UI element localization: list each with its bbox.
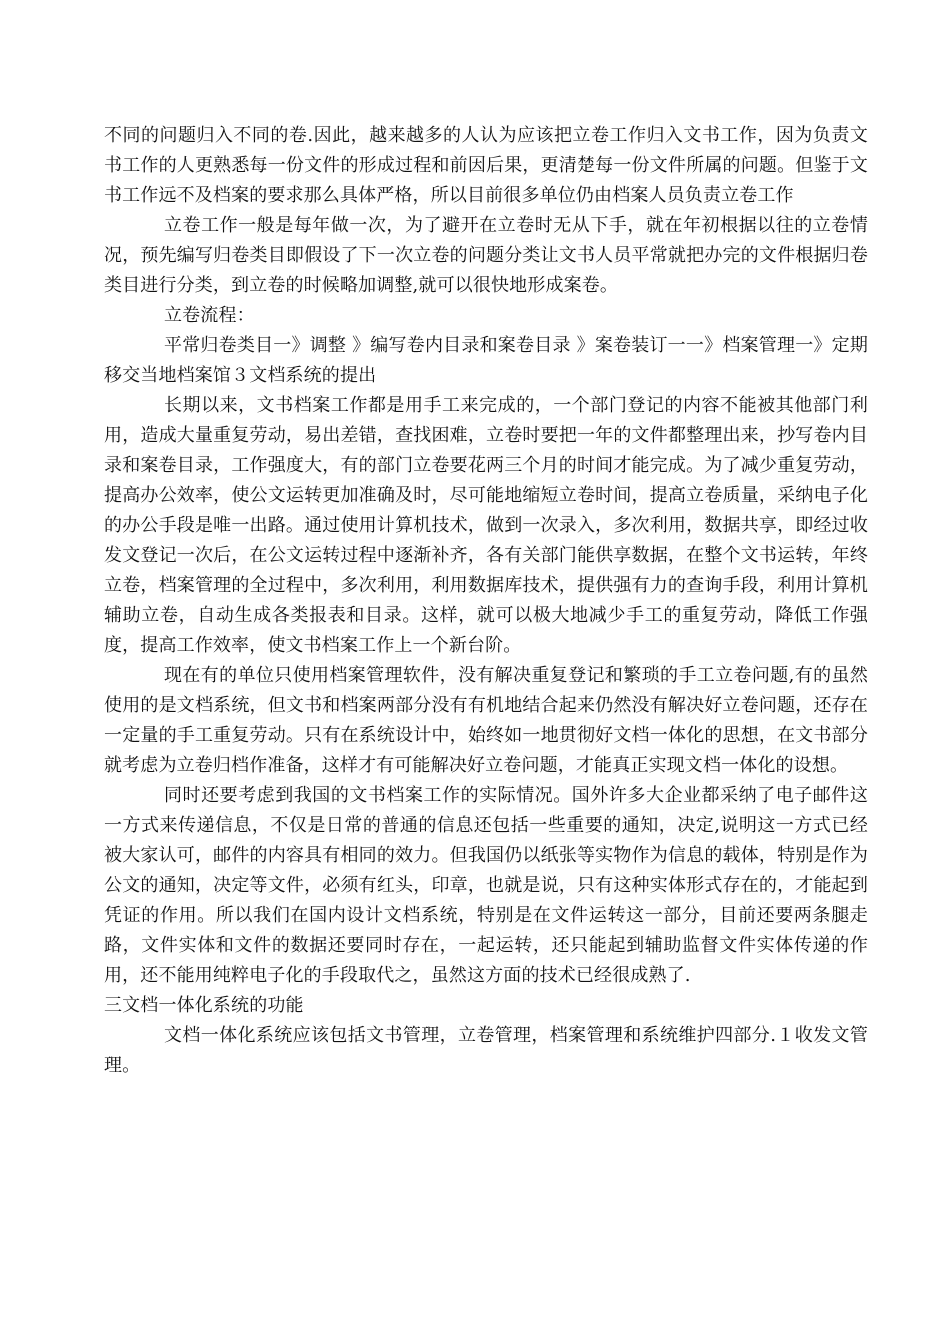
paragraph-process-label: 立卷流程： — [164, 305, 255, 326]
paragraph-filing-responsibility: 不同的问题归入不同的卷.因此，越来越多的人认为应该把立卷工作归入文书工作，因为负责文书工作的人更熟悉每一份文件的形成过程和前因后果，更清楚每一份文件所属的问题。但鉴于文书工作远不及档案的要求那么具体严格，所以目前很多单位仍由档案人员负责立卷工作 — [104, 125, 868, 206]
section-heading-functions: 三文档一体化系统的功能 — [104, 995, 304, 1016]
paragraph-manual-work: 长期以来，文书档案工作都是用手工来完成的，一个部门登记的内容不能被其他部门利用，造成大量重复劳动，易出差错，查找困难，立卷时要把一年的文件都整理出来，抄写卷内目录和案卷目录，工作强度大，有的部门立卷要花两三个月的时间才能完成。为了减少重复劳动，提高办公效率，使公文运转更加准确及时，尽可能地缩短立卷时间，提高立卷质量，采纳电子化的办公手段是唯一出路。通过使用计算机技术，做到一次录入，多次利用，数据共享，即经过收发文登记一次后，在公文运转过程中逐渐补齐，各有关部门能供享数据，在整个文书运转，年终立卷，档案管理的全过程中，多次利用，利用数据库技术，提供强有力的查询手段，利用计算机辅助立卷，自动生成各类报表和目录。这样，就可以极大地减少手工的重复劳动，降低工作强度，提高工作效率，使文书档案工作上一个新台阶。 — [104, 395, 868, 656]
paragraph-process-steps: 平常归卷类目一》调整 》编写卷内目录和案卷目录 》案卷装订一一》档案管理一》定期移交当地档案馆３文档系统的提出 — [104, 335, 868, 386]
paragraph-system-functions: 文档一体化系统应该包括文书管理，立卷管理，档案管理和系统维护四部分.１收发文管理。 — [104, 1025, 868, 1076]
paragraph-current-systems: 现在有的单位只使用档案管理软件，没有解决重复登记和繁琐的手工立卷问题,有的虽然使用的是文档系统，但文书和档案两部分没有有机地结合起来仍然没有解决好立卷问题，还存在一定量的手工重复劳动。只有在系统设计中，始终如一地贯彻好文档一体化的思想，在文书部分就考虑为立卷归档作准备，这样才有可能解决好立卷问题，才能真正实现文档一体化的设想。 — [104, 665, 868, 776]
document-body — [104, 121, 868, 1081]
paragraph-domestic-situation: 同时还要考虑到我国的文书档案工作的实际情况。国外许多大企业都采纳了电子邮件这一方式来传递信息，不仅是日常的普通的信息还包括一些重要的通知，决定,说明这一方式已经被大家认可，邮件的内容具有相同的效力。但我国仍以纸张等实物作为信息的载体，特别是作为公文的通知，决定等文件，必须有红头，印章，也就是说，只有这种实体形式存在的，才能起到凭证的作用。所以我们在国内设计文档系统，特别是在文件运转这一部分，目前还要两条腿走路，文件实体和文件的数据还要同时存在，一起运转，还只能起到辅助监督文件实体传递的作用，还不能用纯粹电子化的手段取代之，虽然这方面的技术已经很成熟了. — [104, 785, 868, 986]
paragraph-filing-schedule: 立卷工作一般是每年做一次，为了避开在立卷时无从下手，就在年初根据以往的立卷情况，预先编写归卷类目即假设了下一次立卷的问题分类让文书人员平常就把办完的文件根据归卷类目进行分类，到立卷的时候略加调整,就可以很快地形成案卷。 — [104, 215, 868, 296]
